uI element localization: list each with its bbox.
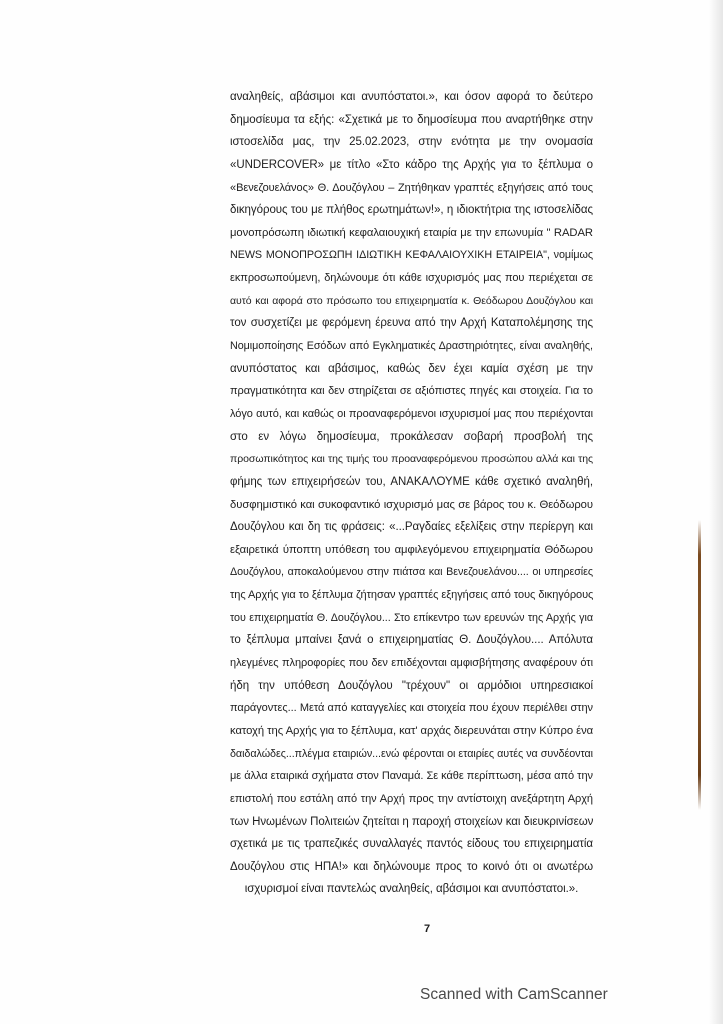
text-line-last: ισχυρισμοί είναι παντελώς αναληθείς, αβάσιμοι και ανυπόστατοι.». bbox=[244, 883, 579, 896]
page-number: 7 bbox=[423, 923, 431, 935]
text-line: Νομιμοποίησης Εσόδων από Εγκληματικές Δραστηριότητες, είναι αναληθής, bbox=[230, 340, 593, 353]
text-line: Δουζόγλου και δη τις φράσεις: «...Ραγδαίες εξελίξεις στην περίεργη και bbox=[230, 521, 593, 534]
text-line: NEWS ΜΟΝΟΠΡΟΣΩΠΗ ΙΔΙΩΤΙΚΗ ΚΕΦΑΛΑΙΟΥΧΙΚΗ ΕΤΑΙΡΕΙΑ", νομίμως bbox=[230, 249, 593, 262]
body-text bbox=[230, 86, 593, 901]
text-line: με άλλα εταιρικά σχήματα στον Παναμά. Σε κάθε περίπτωση, μέσα από την bbox=[230, 770, 593, 783]
binding-edge-mark bbox=[698, 520, 701, 810]
text-line: παράγοντες... Μετά από καταγγελίες και στοιχεία που έχουν περιέλθει στην bbox=[230, 702, 593, 715]
text-line: ηλεγμένες πληροφορίες που δεν επιδέχονται αμφισβήτησης αναφέρουν ότι bbox=[230, 657, 593, 670]
text-line: δικηγόρους του με πλήθος ερωτημάτων!», η ιδιοκτήτρια της ιστοσελίδας bbox=[230, 204, 593, 217]
text-line: επιστολή που εστάλη από την Αρχή προς την αντίστοιχη ανεξάρτητη Αρχή bbox=[230, 792, 593, 805]
text-line: ανυπόστατος και αβάσιμος, καθώς δεν έχει καμία σχέση με την bbox=[230, 362, 593, 375]
text-line: εξαιρετικά ύποπτη υπόθεση του αμφιλεγόμενου επιχειρηματία Θόδωρου bbox=[230, 543, 593, 556]
text-line: της Αρχής για το ξέπλυμα ζήτησαν γραπτές εξηγήσεις από τους δικηγόρους bbox=[230, 589, 594, 602]
text-line: «UNDERCOVER» με τίτλο «Στο κάδρο της Αρχής για το ξέπλυμα ο bbox=[230, 158, 593, 171]
text-line: στο εν λόγω δημοσίευμα, προκάλεσαν σοβαρή προσβολή της bbox=[230, 430, 593, 443]
text-line: σχετικά με τις τραπεζικές συναλλαγές παντός είδους του επιχειρηματία bbox=[230, 838, 593, 851]
text-line: προσωπικότητος και της τιμής του προαναφερόμενου προσώπου αλλά και της bbox=[230, 453, 593, 466]
text-line: φήμης των επιχειρήσεών του, ΑΝΑΚΑΛΟΥΜΕ κάθε σχετικό αναληθή, bbox=[230, 475, 593, 488]
text-line: το ξέπλυμα μπαίνει ξανά ο επιχειρηματίας Θ. Δουζόγλου.... Απόλυτα bbox=[230, 634, 593, 647]
text-line: δημοσίευμα τα εξής: «Σχετικά με το δημοσίευμα που αναρτήθηκε στην bbox=[230, 113, 593, 126]
text-line: δυσφημιστικό και συκοφαντικό ισχυρισμό μας σε βάρος του κ. Θεόδωρου bbox=[230, 498, 593, 511]
text-line: δαιδαλώδες...πλέγμα εταιριών...ενώ φέρονται οι εταιρίες αυτές να συνδέονται bbox=[230, 747, 593, 760]
camscanner-watermark: Scanned with CamScanner bbox=[420, 986, 608, 1003]
text-line: των Ηνωμένων Πολιτειών ζητείται η παροχή στοιχείων και διευκρινίσεων bbox=[230, 815, 594, 828]
text-line: τον συσχετίζει με φερόμενη έρευνα από την Αρχή Καταπολέμησης της bbox=[230, 317, 593, 330]
text-line: μονοπρόσωπη ιδιωτική κεφαλαιουχική εταιρία με την επωνυμία " RADAR bbox=[230, 226, 593, 239]
text-line: αυτό και αφορά στο πρόσωπο του επιχειρηματία κ. Θεόδωρου Δουζόγλου και bbox=[230, 294, 593, 307]
text-line: του επιχειρηματία Θ. Δουζόγλου... Στο επίκεντρο των ερευνών της Αρχής για bbox=[230, 611, 593, 624]
text-line: κατοχή της Αρχής για το ξέπλυμα, κατ' αρχάς διερευνάται στην Κύπρο ένα bbox=[230, 724, 594, 737]
text-line: Δουζόγλου στις ΗΠΑ!» και δηλώνουμε προς το κοινό ότι οι ανωτέρω bbox=[230, 860, 593, 873]
text-line: λόγο αυτό, και καθώς οι προαναφερόμενοι ισχυρισμοί μας που περιέχονται bbox=[230, 407, 593, 420]
text-line: ήδη την υπόθεση Δουζόγλου "τρέχουν" οι αρμόδιοι υπηρεσιακοί bbox=[230, 679, 593, 692]
text-line: εκπροσωπούμενη, δηλώνουμε ότι κάθε ισχυρισμός μας που περιέχεται σε bbox=[230, 272, 593, 285]
text-line: αναληθείς, αβάσιμοι και ανυπόστατοι.», και όσον αφορά το δεύτερο bbox=[230, 91, 593, 103]
text-line: πραγματικότητα και δεν στηρίζεται σε αξιόπιστες πηγές και στοιχεία. Για το bbox=[230, 385, 593, 398]
page-edge-shadow bbox=[709, 0, 723, 1024]
text-line: Δουζόγλου, αποκαλούμενου στην πιάτσα και Βενεζουελάνου.... οι υπηρεσίες bbox=[230, 566, 593, 579]
text-line: «Βενεζουελάνος» Θ. Δουζόγλου – Ζητήθηκαν γραπτές εξηγήσεις από τους bbox=[230, 181, 593, 194]
text-line: ιστοσελίδα μας, την 25.02.2023, στην ενότητα με την ονομασία bbox=[230, 136, 593, 149]
